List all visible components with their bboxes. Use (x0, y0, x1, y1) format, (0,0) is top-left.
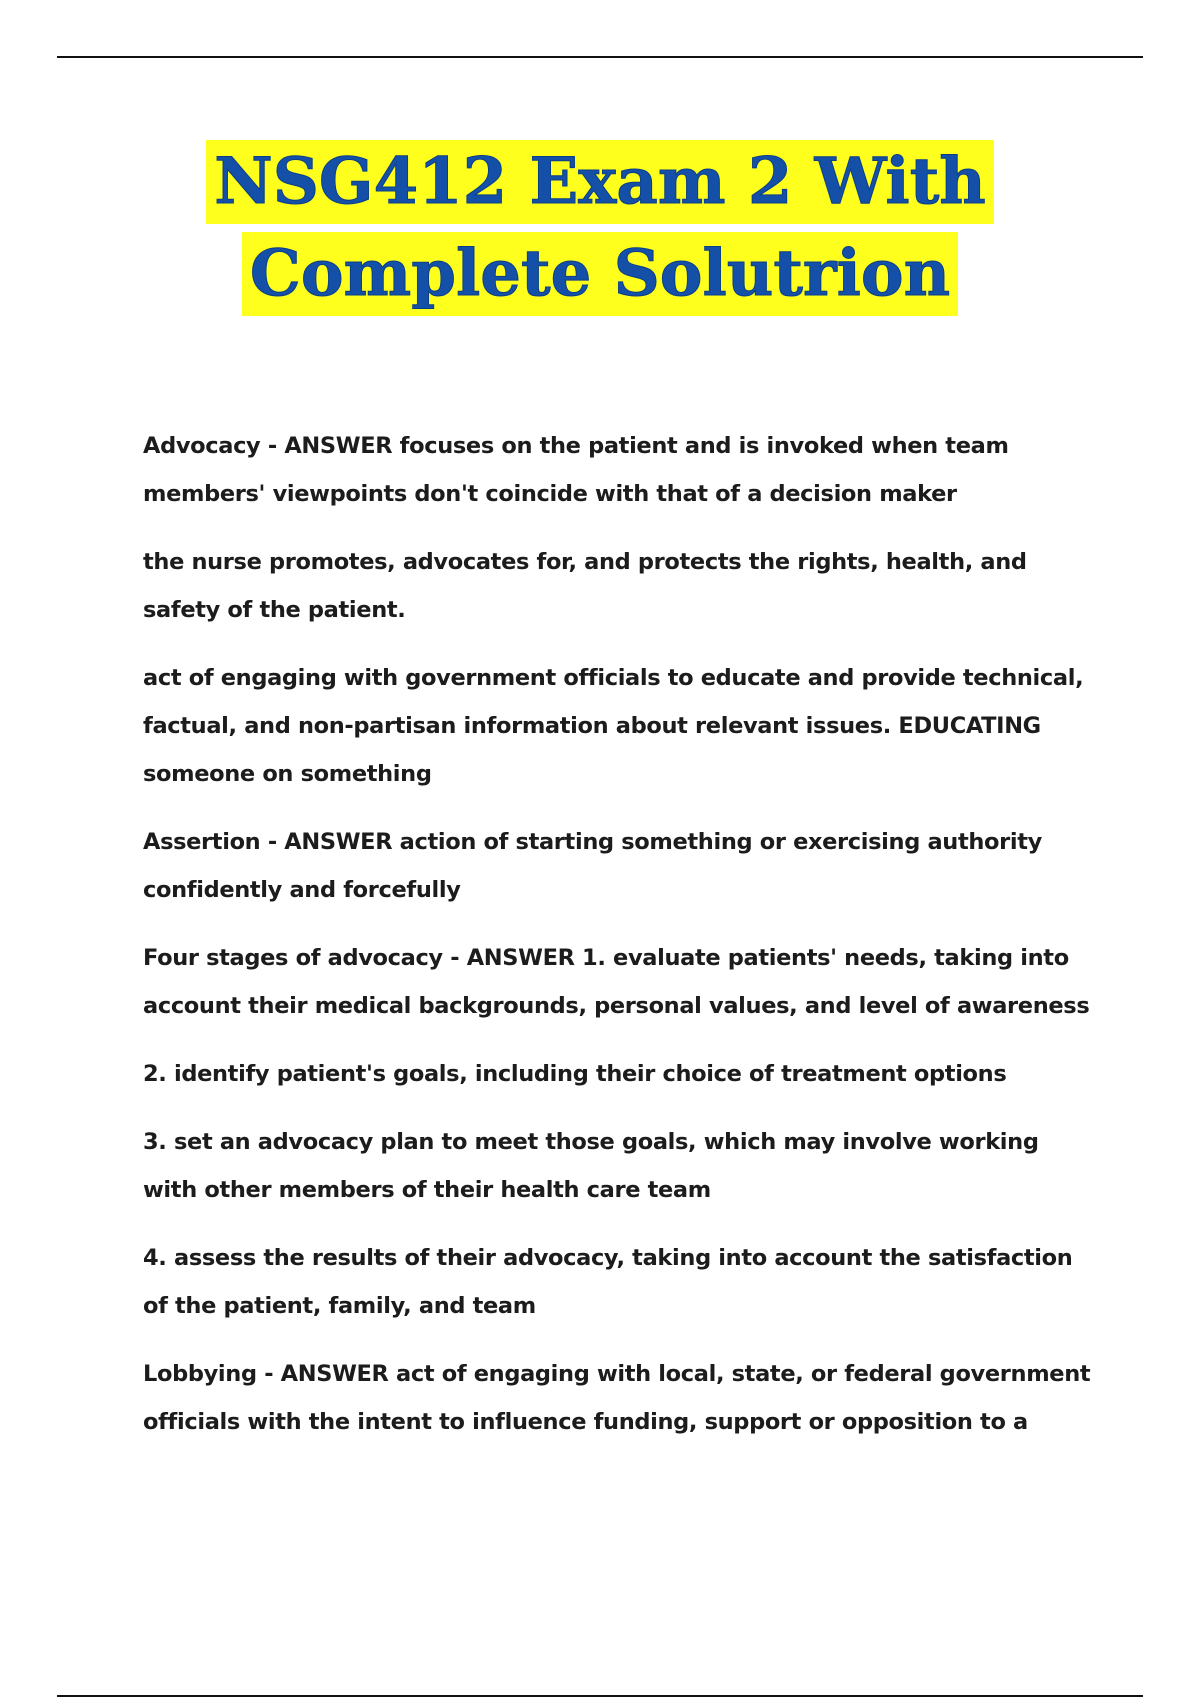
document-body (143, 422, 1093, 1466)
title-line-2: Complete Solutrion (242, 232, 958, 316)
paragraph-four-stages: Four stages of advocacy - ANSWER 1. evaluate patients' needs, taking into account their medical backgrounds, personal values, and level of awareness (143, 945, 1090, 1019)
paragraph-nurse-promotes: the nurse promotes, advocates for, and protects the rights, health, and safety of the patient. (143, 549, 1027, 623)
paragraph-engaging-officials: act of engaging with government officials to educate and provide technical, factual, and non-partisan information about relevant issues. EDUCATING someone on something (143, 665, 1084, 787)
paragraph-assertion: Assertion - ANSWER action of starting something or exercising authority confidently and forcefully (143, 829, 1042, 903)
paragraph-stage-2: 2. identify patient's goals, including their choice of treatment options (143, 1061, 1007, 1087)
paragraph-advocacy: Advocacy - ANSWER focuses on the patient and is invoked when team members' viewpoints don't coincide with that of a decision maker (143, 433, 1009, 507)
paragraph-stage-4: 4. assess the results of their advocacy, taking into account the satisfaction of the patient, family, and team (143, 1245, 1073, 1319)
document-title (0, 140, 1200, 324)
top-divider (57, 56, 1143, 58)
bottom-divider (57, 1695, 1143, 1697)
paragraph-lobbying: Lobbying - ANSWER act of engaging with local, state, or federal government officials with the intent to influence funding, support or opposition to a (143, 1361, 1091, 1435)
title-line-1: NSG412 Exam 2 With (206, 140, 994, 224)
paragraph-stage-3: 3. set an advocacy plan to meet those goals, which may involve working with other members of their health care team (143, 1129, 1039, 1203)
